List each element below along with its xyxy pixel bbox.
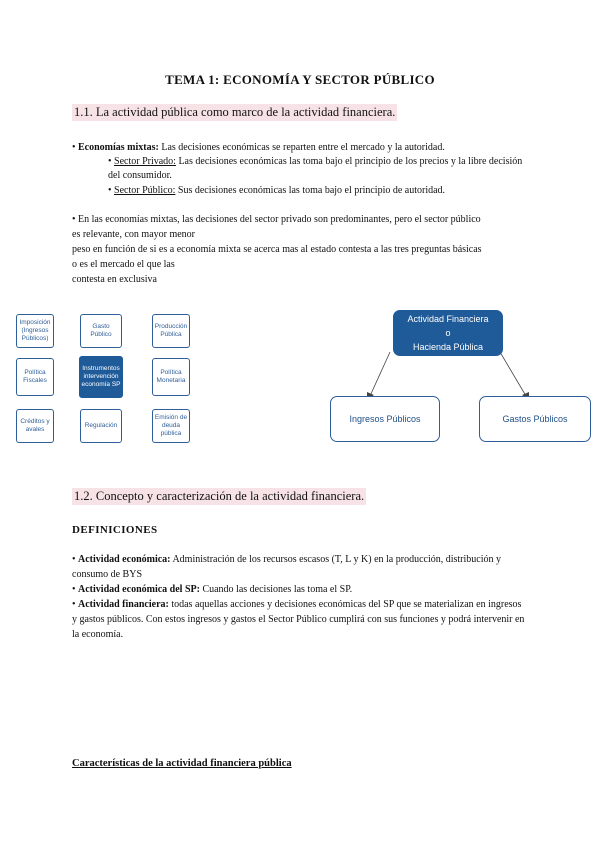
box-instrumentos-intervencion: Instrumentos intervención economía SP xyxy=(79,356,123,398)
text-actividad-economica-sp: Cuando las decisiones las toma el SP. xyxy=(199,584,353,595)
term-sector-publico: Sector Público: xyxy=(114,185,176,196)
definitions-label: DEFINICIONES xyxy=(72,524,158,536)
term-actividad-economica-sp: Actividad económica del SP: xyxy=(78,584,200,595)
term-actividad-financiera: Actividad financiera: xyxy=(78,599,169,610)
paragraph-economias-mixtas xyxy=(72,212,542,287)
paragraph-line: es relevante, con mayor menor xyxy=(72,229,196,240)
sub-bullet-sector-privado xyxy=(108,155,528,183)
term-actividad-economica: Actividad económica: xyxy=(78,554,171,565)
paragraph-line: • En las economías mixtas, las decisiones del sector privado son predominantes, pero el sector público xyxy=(72,214,481,225)
box-imposicion: Imposición (Ingresos Públicos) xyxy=(16,314,54,348)
section-heading-1-1: 1.1. La actividad pública como marco de la actividad financiera. xyxy=(74,105,396,119)
bullet-symbol: • xyxy=(72,599,79,610)
finance-top-line-1: Actividad Financiera xyxy=(407,314,489,324)
connector-left xyxy=(370,352,390,396)
box-creditos-avales: Créditos y avales xyxy=(16,409,54,443)
finance-top-line-2: o xyxy=(445,328,451,338)
box-gasto-publico: Gasto Público xyxy=(80,314,122,348)
text-actividad-financiera: todas aquellas acciones y decisiones económicas del SP que se materializan en ingresos y gastos públicos. Con estos ingresos y gastos el Sector Público cumplirá con sus funciones y podrá intervenir en la economía. xyxy=(72,599,525,640)
term-economias-mixtas: Economías mixtas: xyxy=(78,142,159,153)
characteristics-heading: Características de la actividad financiera pública xyxy=(72,758,292,769)
box-produccion-publica: Producción Pública xyxy=(152,314,190,348)
bullet-symbol: • xyxy=(72,584,79,595)
box-actividad-financiera xyxy=(393,310,503,356)
bullet-symbol: • xyxy=(72,142,79,153)
definition-actividad-financiera xyxy=(72,597,527,642)
definition-actividad-economica-sp xyxy=(72,582,512,597)
sub-bullet-sector-publico xyxy=(108,184,528,198)
box-ingresos-publicos: Ingresos Públicos xyxy=(330,396,440,442)
term-sector-privado: Sector Privado: xyxy=(114,156,176,167)
definition-actividad-economica xyxy=(72,552,512,582)
bullet-economias-mixtas xyxy=(72,140,532,155)
connector-right xyxy=(500,352,526,396)
box-emision-deuda: Emisión de deuda pública xyxy=(152,409,190,443)
box-regulacion: Regulación xyxy=(80,409,122,443)
text-economias-mixtas: Las decisiones económicas se reparten entre el mercado y la autoridad. xyxy=(158,142,445,153)
text-sector-publico: Sus decisiones económicas las toma bajo el principio de autoridad. xyxy=(175,185,446,196)
finance-top-line-3: Hacienda Pública xyxy=(412,342,484,352)
paragraph-line: peso en función de si es a economía mixta se acerca mas al estado contesta a las tres preguntas básicas xyxy=(72,244,482,255)
bullet-symbol: • xyxy=(108,185,115,196)
bullet-symbol: • xyxy=(72,554,79,565)
box-politica-fiscales: Política Fiscales xyxy=(16,358,54,396)
text-sector-privado: Las decisiones económicas las toma bajo el principio de los precios y la libre decisión del consumidor. xyxy=(108,156,523,181)
text-actividad-economica: Administración de los recursos escasos (T, L y K) en la producción, distribución y consumo de BYS xyxy=(72,554,501,580)
box-gastos-publicos: Gastos Públicos xyxy=(479,396,591,442)
section-heading-1-2: 1.2. Concepto y caracterización de la actividad financiera. xyxy=(74,489,365,503)
bullet-symbol: • xyxy=(108,156,115,167)
document-title: TEMA 1: ECONOMÍA Y SECTOR PÚBLICO xyxy=(165,72,435,87)
paragraph-line: contesta en exclusiva xyxy=(72,274,157,285)
box-politica-monetaria: Política Monetaria xyxy=(152,358,190,396)
paragraph-line: o es el mercado el que las xyxy=(72,259,175,270)
